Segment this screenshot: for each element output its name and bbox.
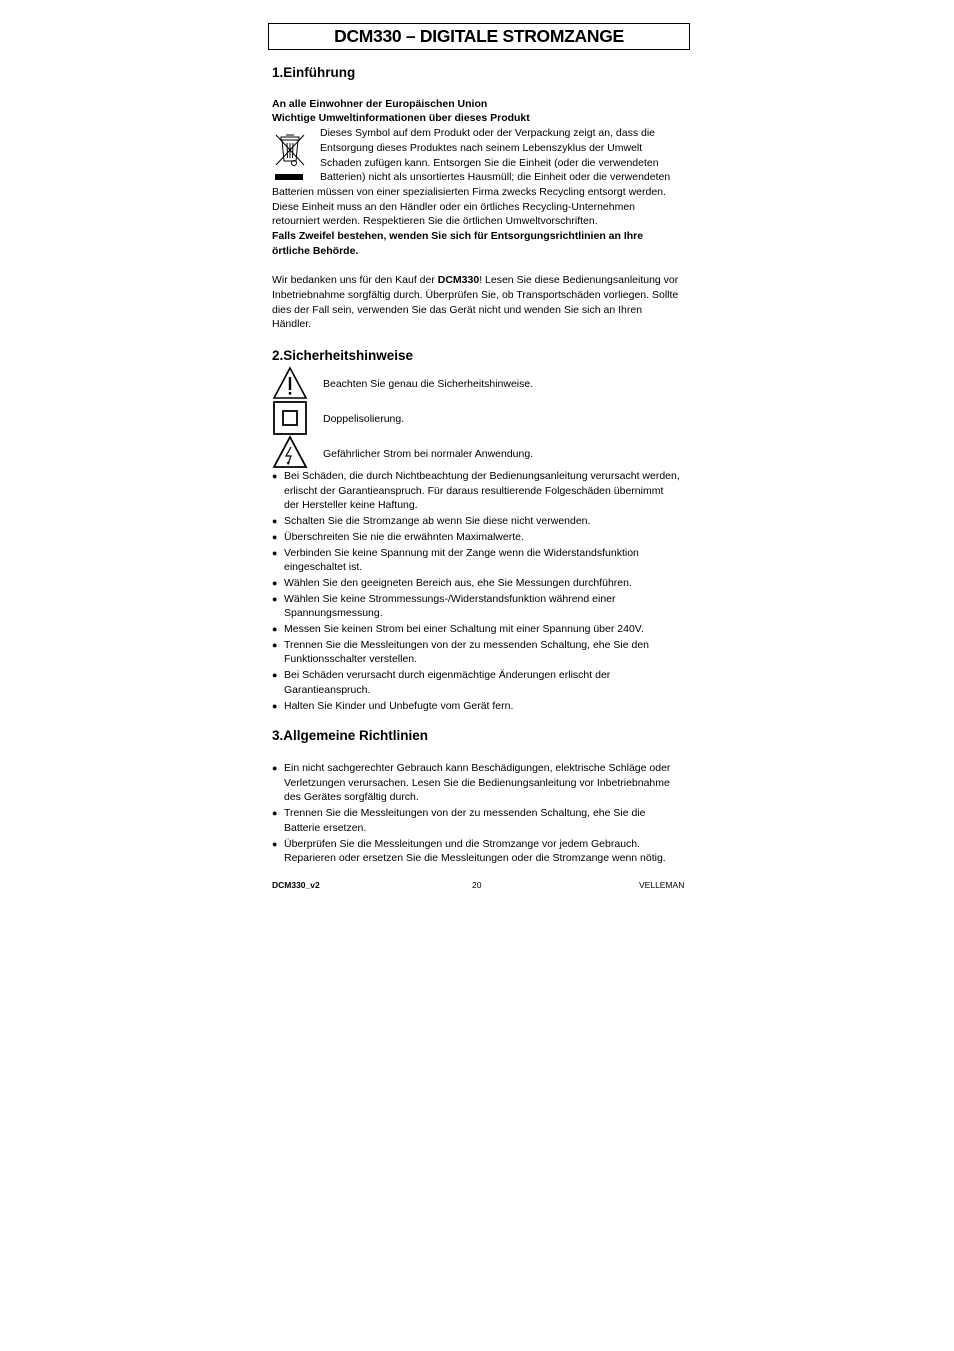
weee-text-2: Entsorgung dieses Produktes nach seinem Lebenszyklus der Umwelt — [320, 142, 643, 154]
section-heading-introduction: 1.Einführung — [272, 65, 356, 80]
thanks-line-3: dies der Fall sein, verwenden Sie das Gerät nicht und wenden Sie sich an Ihren — [272, 304, 643, 316]
weee-text-1: Dieses Symbol auf dem Produkt oder der Verpackung zeigt an, dass die — [320, 127, 656, 139]
weee-text-6: Diese Einheit muss an den Händler oder ein örtliches Recycling-Unternehmen — [272, 201, 636, 213]
thanks-line-4: Händler. — [272, 318, 312, 330]
list-item: ● Überschreiten Sie nie die erwähnten Maximalwerte. — [272, 530, 524, 543]
weee-text-3: Schaden zufügen kann. Entsorgen Sie die Einheit (oder die verwendeten — [320, 157, 659, 169]
weee-text-5: Batterien müssen von einer spezialisierten Firma zwecks Recycling entsorgt werden. — [272, 186, 666, 198]
eu-notice-line1: An alle Einwohner der Europäischen Union — [272, 98, 488, 110]
weee-text-7: retourniert werden. Respektieren Sie die örtlichen Umweltvorschriften. — [272, 215, 598, 227]
doubt-note-2: örtliche Behörde. — [272, 245, 359, 257]
list-item: ● Wählen Sie keine Strommessungs-/Widerstandsfunktion während einer Spannungsmessung. — [272, 592, 616, 620]
footer-brand: VELLEMAN — [639, 880, 685, 890]
list-item: ● Schalten Sie die Stromzange ab wenn Sie diese nicht verwenden. — [272, 515, 591, 528]
thanks-pre: Wir bedanken uns für den Kauf der — [272, 274, 438, 286]
warning-triangle-icon — [272, 366, 308, 400]
list-item: ● Verbinden Sie keine Spannung mit der Zange wenn die Widerstandsfunktion eingeschaltet ist. — [272, 546, 639, 574]
footer-model: DCM330_v2 — [272, 880, 320, 890]
thanks-post: ! Lesen Sie diese Bedienungsanleitung vor — [479, 274, 679, 286]
list-item: ● Trennen Sie die Messleitungen von der zu messenden Schaltung, ehe Sie den Funktionsschalter verstellen. — [272, 638, 650, 666]
weee-text-4: Batterien) nicht als unsortiertes Hausmüll; die Einheit oder die verwendeten — [320, 171, 671, 183]
product-name: DCM330 — [437, 274, 480, 286]
doubt-note-1: Falls Zweifel bestehen, wenden Sie sich für Entsorgungsrichtlinien an Ihre — [272, 230, 644, 242]
section-heading-general: 3.Allgemeine Richtlinien — [272, 728, 429, 743]
high-voltage-icon — [272, 435, 308, 469]
safety-symbol-text-1: Beachten Sie genau die Sicherheitshinweise. — [323, 378, 534, 390]
list-item: ● Bei Schäden verursacht durch eigenmächtige Änderungen erlischt der Garantieanspruch. — [272, 669, 611, 696]
list-item: ● Halten Sie Kinder und Unbefugte vom Gerät fern. — [272, 699, 514, 712]
safety-symbol-text-2: Doppelisolierung. — [323, 413, 405, 425]
general-bullet-list — [272, 761, 684, 867]
thanks-line-2: Inbetriebnahme sorgfältig durch. Überprüfen Sie, ob Transportschäden vorliegen. Sollte — [272, 289, 679, 301]
list-item: ● Messen Sie keinen Strom bei einer Schaltung mit einer Spannung über 240V. — [272, 623, 644, 636]
list-item: ● Wählen Sie den geeigneten Bereich aus, ehe Sie Messungen durchführen. — [272, 576, 632, 589]
eu-notice-line2: Wichtige Umweltinformationen über dieses Produkt — [272, 112, 530, 124]
title-box — [268, 23, 690, 50]
safety-symbol-text-3: Gefährlicher Strom bei normaler Anwendung. — [323, 448, 534, 460]
list-item: ● Trennen Sie die Messleitungen von der zu messenden Schaltung, ehe Sie die Batterie ersetzen. — [272, 807, 646, 834]
list-item: ● Überprüfen Sie die Messleitungen und die Stromzange vor jedem Gebrauch. Reparieren oder ersetzen Sie die Messleitungen oder die Stromzange wenn nötig. — [272, 837, 666, 865]
list-item: ● Ein nicht sachgerechter Gebrauch kann Beschädigungen, elektrische Schläge oder Verletzungen verursachen. Lesen Sie die Bedienungsanleitung vor Inbetriebnahme des Gerätes sorgfältig durch. — [272, 762, 671, 804]
double-insulation-icon — [272, 400, 308, 436]
thanks-line-1 — [272, 273, 678, 288]
footer-page-number: 20 — [472, 880, 482, 890]
safety-bullet-list — [272, 469, 684, 714]
section-heading-safety: 2.Sicherheitshinweise — [272, 348, 414, 363]
page-title: DCM330 – DIGITALE STROMZANGE — [334, 26, 624, 46]
weee-bin-icon — [272, 131, 308, 183]
list-item: ● Bei Schäden, die durch Nichtbeachtung der Bedienungsanleitung verursacht werden, erlischt der Garantieanspruch. Für daraus resultierende Folgeschäden übernimmt der Hersteller keine Haftung. — [272, 470, 680, 512]
